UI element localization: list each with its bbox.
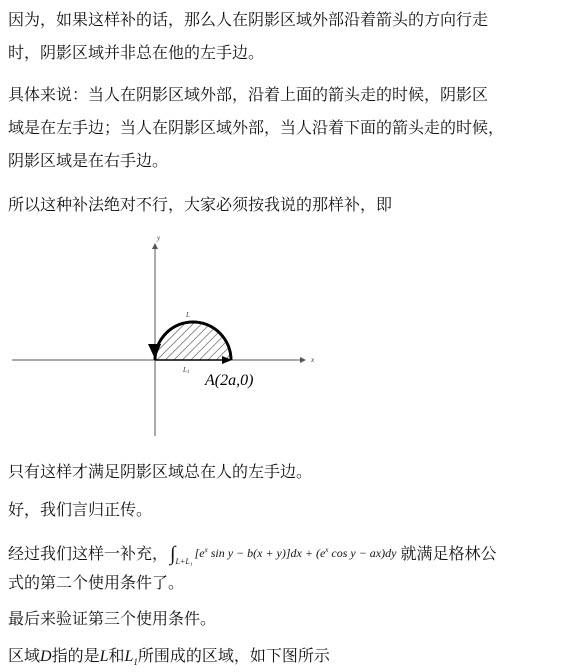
region-D: D	[40, 648, 52, 665]
paragraph-4: 只有这样才满足阴影区域总在人的左手边。	[8, 462, 313, 481]
y-axis-label: y	[157, 234, 161, 242]
paragraph-2-line-1: 具体来说：当人在阴影区域外部，沿着上面的箭头走的时候，阴影区	[8, 85, 489, 104]
paragraph-2-line-3: 阴影区域是在右手边。	[8, 151, 169, 170]
paragraph-6-line-1	[8, 540, 496, 572]
p6-suffix: 就满足格林公	[400, 544, 497, 563]
paragraph-8: 区域D指的是L和$L_1$所围成的区域，如下图所示	[8, 646, 330, 668]
x-axis-label: x	[311, 356, 315, 364]
paragraph-1-line-2: 时，阴影区域并非总在他的左手边。	[8, 43, 265, 62]
curve-L-ref: L	[99, 648, 109, 665]
paragraph-2-line-2: 域是在左手边；当人在阴影区域外部，当人沿着下面的箭头走的时候，	[8, 118, 505, 137]
region-diagram	[0, 228, 583, 443]
segment-L1-ref: $L_1$	[124, 648, 138, 668]
p6-prefix: 经过我们这样一补充，	[8, 544, 169, 563]
point-A-label: A(2a,0)	[205, 372, 254, 389]
green-integral: $\int_{L+L_1}[e^x$ $\sin y - b(x + y)]dx + (e^x$ cos y − ax)dy	[170, 543, 397, 566]
paragraph-7: 最后来验证第三个使用条件。	[8, 609, 217, 628]
paragraph-6-line-2: 式的第二个使用条件了。	[8, 573, 185, 592]
shaded-region	[155, 322, 231, 360]
curve-label: L	[186, 311, 190, 319]
paragraph-5: 好，我们言归正传。	[8, 500, 153, 519]
segment-label: L1	[183, 366, 190, 375]
paragraph-1-line-1: 因为，如果这样补的话，那么人在阴影区域外部沿着箭头的方向行走	[8, 10, 489, 29]
paragraph-3: 所以这种补法绝对不行，大家必须按我说的那样补，即	[8, 195, 393, 214]
